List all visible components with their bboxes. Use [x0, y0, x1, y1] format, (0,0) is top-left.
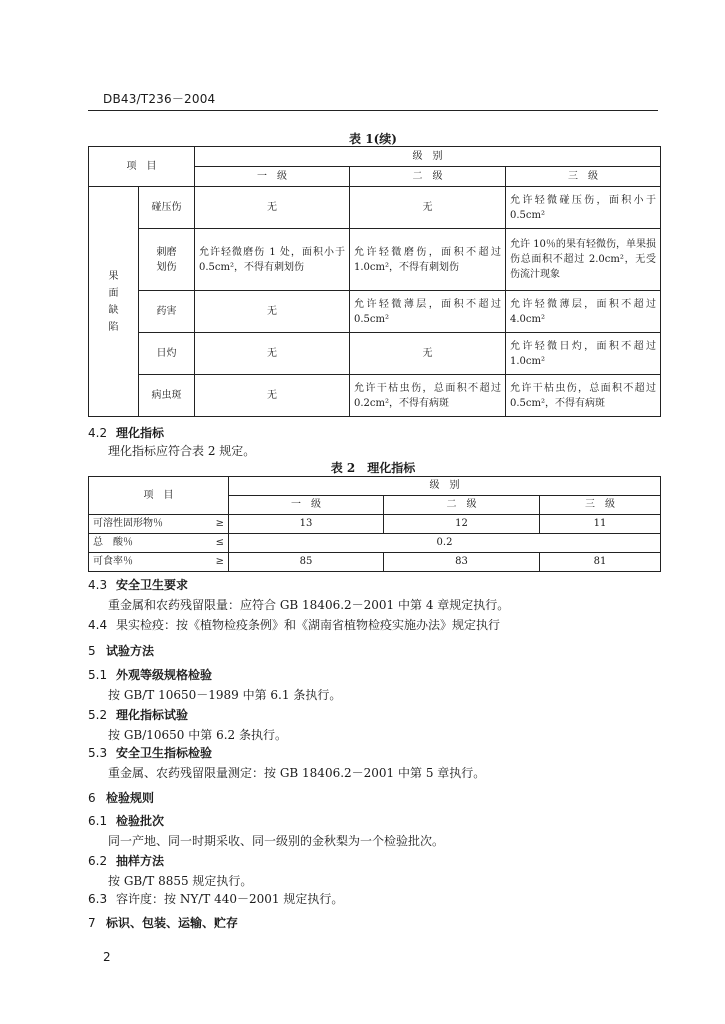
section-title: 检验规则	[106, 791, 155, 805]
section-number: 6.2	[88, 854, 108, 868]
table1-grade-1: 一 级	[195, 167, 350, 187]
comparison-symbol: ≥	[215, 518, 224, 529]
section-number: 5.3	[88, 746, 108, 760]
section-title: 安全卫生要求	[116, 578, 189, 592]
section-number: 4.2	[88, 426, 108, 440]
table2-grade-2: 二 级	[384, 496, 540, 515]
table-cell: 允许轻微薄层，面积不超过 0.5cm²	[350, 291, 506, 333]
table-cell: 83	[384, 553, 540, 572]
row-name-text: 可溶性固形物％	[93, 518, 163, 529]
row-name-text: 刺磨划伤	[156, 246, 177, 273]
section-number: 6.3	[88, 892, 108, 906]
table-cell: 允许干枯虫伤，总面积不超过 0.2cm²，不得有病斑	[350, 375, 506, 417]
section-title: 外观等级规格检验	[116, 668, 213, 682]
row-name-text: 总 酸％	[93, 537, 133, 548]
section-6-heading	[88, 789, 154, 807]
section-title: 理化指标	[116, 426, 165, 440]
table-cell: 允许轻微薄层，面积不超过 4.0cm²	[506, 291, 661, 333]
section-title: 理化指标试验	[116, 708, 189, 722]
table-cell: 0.2	[229, 534, 661, 553]
row-name-text: 可食率％	[93, 556, 133, 567]
section-7-heading	[88, 914, 238, 932]
section-5-1-text: 按 GB/T 10650－1989 中第 6.1 条执行。	[108, 688, 342, 702]
section-number: 6	[88, 791, 96, 805]
table-cell: 允许轻微碰压伤，面积小于 0.5cm²	[506, 187, 661, 229]
header-divider	[88, 110, 658, 111]
section-title: 试验方法	[106, 644, 155, 658]
section-6-2-text: 按 GB/T 8855 规定执行。	[108, 874, 253, 888]
section-title: 抽样方法	[116, 854, 165, 868]
comparison-symbol: ≤	[215, 537, 224, 548]
section-text: 果实检疫：按《植物检疫条例》和《湖南省植物检疫实施办法》规定执行	[116, 618, 501, 632]
section-4-3-text: 重金属和农药残留限量：应符合 GB 18406.2－2001 中第 4 章规定执行。	[108, 598, 510, 612]
group-label-text: 果面缺陷	[108, 270, 119, 333]
section-number: 4.4	[88, 618, 108, 632]
section-6-2-heading	[88, 852, 164, 870]
table-cell: 允许干枯虫伤，总面积不超过 0.5cm²，不得有病斑	[506, 375, 661, 417]
section-4-2-heading	[88, 424, 164, 442]
page-number: 2	[103, 950, 111, 964]
section-6-3	[88, 890, 343, 908]
table2-item-header: 项 目	[89, 477, 229, 515]
table-cell: 允许 10％的果有轻微伤，单果损伤总面积不超过 2.0cm²，无受伤流汁现象	[506, 229, 661, 291]
table-cell: 无	[350, 333, 506, 375]
table-row-name: 药害	[139, 291, 195, 333]
table2-caption: 表 2 理化指标	[330, 461, 416, 475]
table-row-name	[89, 515, 229, 534]
table-row-name	[89, 553, 229, 572]
table1-item-header: 项 目	[89, 147, 195, 187]
section-6-1-heading	[88, 812, 164, 830]
table1-group-label	[89, 187, 139, 417]
section-number: 5.1	[88, 668, 108, 682]
table1-grade-3: 三 级	[506, 167, 661, 187]
table1-caption: 表 1(续)	[349, 132, 397, 146]
table-cell: 无	[350, 187, 506, 229]
table-cell: 85	[229, 553, 384, 572]
comparison-symbol: ≥	[215, 556, 224, 567]
table-cell: 无	[195, 375, 350, 417]
standard-code: DB43/T236－2004	[103, 92, 216, 106]
section-5-1-heading	[88, 666, 212, 684]
section-text: 容许度：按 NY/T 440－2001 规定执行。	[116, 892, 344, 906]
physicochemical-table	[88, 476, 661, 572]
section-5-heading	[88, 642, 154, 660]
table-cell: 无	[195, 333, 350, 375]
table-cell: 11	[540, 515, 661, 534]
section-6-1-text: 同一产地、同一时期采收、同一级别的金秋梨为一个检验批次。	[108, 834, 445, 848]
table-cell: 81	[540, 553, 661, 572]
table-row-name: 碰压伤	[139, 187, 195, 229]
section-4-3-heading	[88, 576, 188, 594]
table-cell: 无	[195, 291, 350, 333]
table1-grade-2: 二 级	[350, 167, 506, 187]
table-cell: 12	[384, 515, 540, 534]
section-title: 检验批次	[116, 814, 165, 828]
section-number: 7	[88, 916, 96, 930]
table-row-name	[89, 534, 229, 553]
table-cell: 允许轻微日灼，面积不超过 1.0cm²	[506, 333, 661, 375]
table-row-name: 病虫斑	[139, 375, 195, 417]
table-row-name	[139, 229, 195, 291]
section-title: 标识、包装、运输、贮存	[106, 916, 239, 930]
table2-grade-3: 三 级	[540, 496, 661, 515]
section-5-3-text: 重金属、农药残留限量测定：按 GB 18406.2－2001 中第 5 章执行。	[108, 766, 486, 780]
section-5-2-heading	[88, 706, 188, 724]
table1-grade-header: 级 别	[195, 147, 661, 167]
table-cell: 13	[229, 515, 384, 534]
defect-table	[88, 146, 661, 417]
section-5-3-heading	[88, 744, 212, 762]
table-row-name: 日灼	[139, 333, 195, 375]
section-4-2-text: 理化指标应符合表 2 规定。	[108, 444, 256, 458]
section-5-2-text: 按 GB/10650 中第 6.2 条执行。	[108, 728, 287, 742]
table2-grade-1: 一 级	[229, 496, 384, 515]
table-cell: 无	[195, 187, 350, 229]
table-cell: 允许轻微磨伤，面积不超过 1.0cm²，不得有刺划伤	[350, 229, 506, 291]
table2-grade-header: 级 别	[229, 477, 661, 496]
table-cell: 允许轻微磨伤 1 处，面积小于 0.5cm²，不得有刺划伤	[195, 229, 350, 291]
section-number: 6.1	[88, 814, 108, 828]
section-title: 安全卫生指标检验	[116, 746, 213, 760]
section-4-4	[88, 616, 500, 634]
section-number: 4.3	[88, 578, 108, 592]
section-number: 5	[88, 644, 96, 658]
section-number: 5.2	[88, 708, 108, 722]
